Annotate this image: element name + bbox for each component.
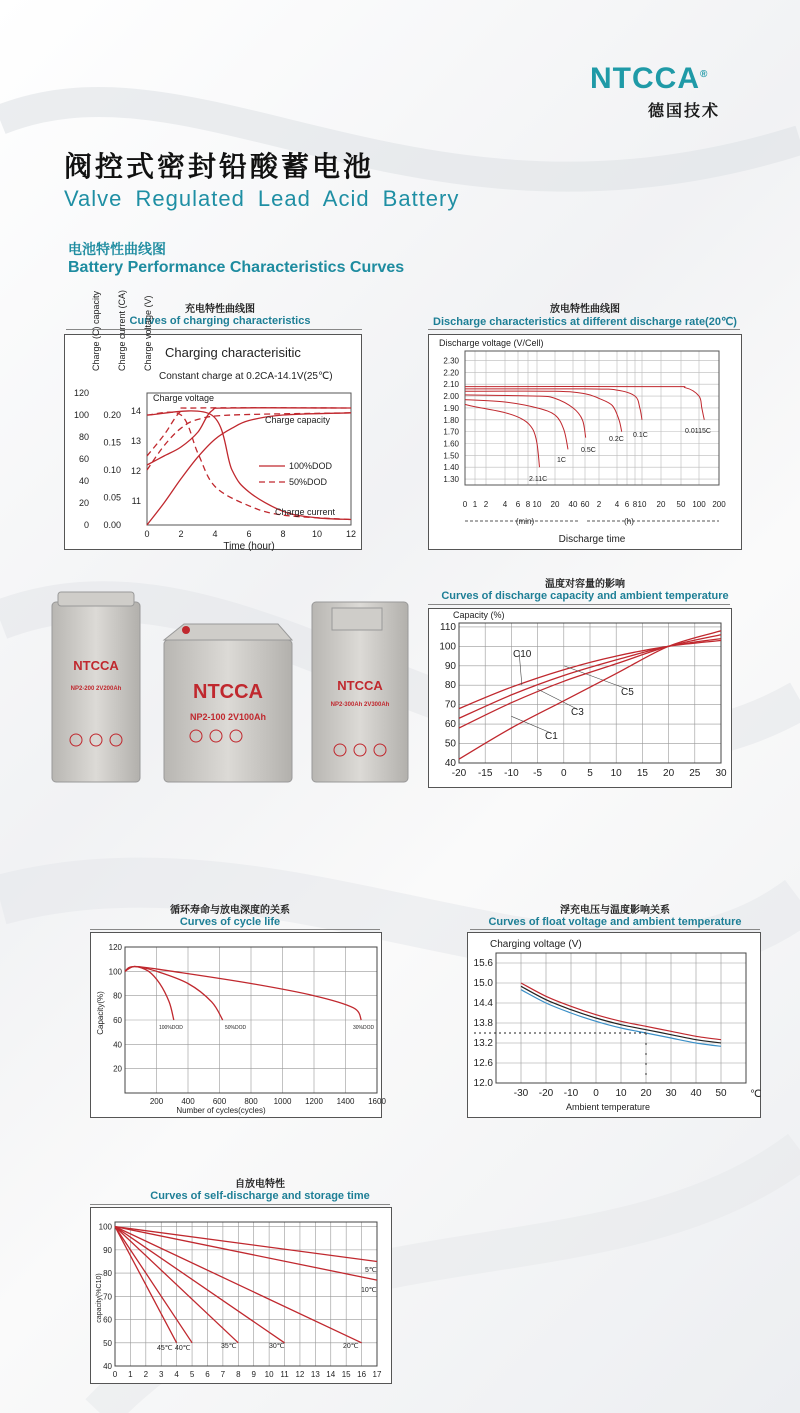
self-ytick: 80	[103, 1269, 112, 1279]
self-xtick: 10	[264, 1370, 274, 1379]
cycle-ytick: 20	[113, 1064, 122, 1074]
charge-label-current: Charge current	[275, 507, 336, 517]
temp-xtick: 5	[587, 768, 593, 779]
discharge-xtick-min: 60	[580, 500, 590, 509]
temp-capacity-caption-en: Curves of discharge capacity and ambient temperature	[441, 590, 729, 602]
discharge-series-label: 0.1C	[633, 432, 648, 439]
cycle-ytick: 80	[113, 991, 122, 1001]
charge-current-tick: 0.05	[103, 492, 121, 503]
temp-capacity-caption	[420, 575, 750, 602]
self-series-label: 5℃	[365, 1267, 377, 1274]
charge-capacity-tick: 0	[83, 520, 89, 530]
charge-caption-en: Curves of charging characteristics	[129, 315, 311, 327]
discharge-ytick: 1.50	[443, 451, 459, 461]
temp-ytick: 100	[439, 641, 456, 653]
charge-axis-label-capacity: Charge (C) capacity	[91, 290, 101, 371]
discharge-ytick: 1.30	[443, 475, 459, 485]
cycle-xtick: 200	[149, 1097, 164, 1106]
charge-xtick: 2	[178, 529, 184, 539]
self-xtick: 16	[357, 1370, 367, 1379]
self-series-line	[115, 1227, 192, 1343]
cycle-series-label: 30%DOD	[353, 1025, 375, 1031]
temp-xtick: -20	[451, 768, 467, 779]
float-xtick: -10	[563, 1088, 579, 1099]
temp-xtick: 30	[715, 768, 727, 779]
charge-caption	[100, 300, 340, 327]
section-title-en: Battery Performance Characteristics Curves	[68, 259, 405, 276]
self-series-label: 20℃	[343, 1343, 359, 1350]
battery-left-model: NP2-200 2V200Ah	[70, 686, 122, 692]
float-voltage-caption-en: Curves of float voltage and ambient temperature	[488, 916, 742, 928]
cycle-series-line	[125, 967, 223, 1021]
discharge-caption-en: Discharge characteristics at different discharge rate(20℃)	[433, 316, 737, 328]
float-xtick: 30	[665, 1088, 677, 1099]
discharge-series-line	[465, 391, 622, 431]
battery-images	[46, 590, 416, 790]
cycle-life-caption-en: Curves of cycle life	[179, 916, 281, 928]
legend-100dod: 100%DOD	[289, 461, 333, 471]
temp-ytick: 90	[444, 660, 456, 672]
float-ytick: 12.6	[473, 1058, 493, 1069]
self-xtick: 4	[174, 1370, 179, 1379]
self-ytick: 60	[103, 1315, 112, 1325]
discharge-series-line	[465, 404, 540, 467]
float-xtick: 40	[690, 1088, 702, 1099]
float-xtick: 50	[715, 1088, 727, 1099]
brand-tagline: 德国技术	[648, 101, 721, 120]
temp-xtick: -10	[504, 768, 519, 779]
charge-xlabel: Time (hour)	[223, 541, 275, 552]
self-xtick: 11	[280, 1370, 289, 1379]
legend-50dod: 50%DOD	[289, 477, 328, 487]
charge-xtick: 0	[144, 529, 150, 539]
self-xtick: 1	[128, 1370, 133, 1379]
discharge-xtick-min: 4	[502, 500, 508, 509]
cycle-xtick: 400	[181, 1097, 195, 1106]
temp-ytick: 40	[444, 758, 456, 769]
registered-mark: ®	[700, 69, 709, 80]
cycle-ytick: 100	[108, 967, 122, 977]
float-ytick: 15.0	[473, 978, 493, 989]
cycle-xtick: 1200	[305, 1097, 323, 1106]
temp-ytick: 110	[440, 621, 456, 633]
charge-current-tick: 0.20	[103, 410, 121, 420]
temp-series-label: C10	[513, 649, 532, 660]
cycle-life-chart	[90, 932, 386, 1118]
battery-left-logo: NTCCA	[73, 658, 119, 673]
cycle-xtick: 800	[244, 1097, 258, 1106]
charge-capacity-tick: 80	[78, 432, 89, 442]
discharge-chart	[428, 334, 742, 550]
temp-series-label: C5	[621, 687, 634, 698]
cycle-ytick: 120	[108, 943, 122, 952]
temp-xtick: 25	[689, 768, 701, 779]
charge-capacity-tick: 100	[73, 410, 89, 420]
self-xtick: 9	[251, 1370, 256, 1379]
self-ytick: 100	[98, 1222, 112, 1232]
float-voltage-chart	[467, 932, 761, 1118]
discharge-caption-cn: 放电特性曲线图	[550, 304, 620, 315]
charge-axis-label-voltage: Charge voltage (V)	[143, 295, 153, 371]
charge-chart-subtitle: Constant charge at 0.2CA-14.1V(25℃)	[159, 371, 333, 382]
self-discharge-caption	[110, 1175, 410, 1202]
discharge-series-label: 2.11C	[529, 476, 548, 483]
self-series-label: 45℃	[157, 1345, 173, 1352]
cycle-life-caption	[100, 901, 360, 928]
float-xtick: 20	[640, 1088, 652, 1099]
temp-ytick: 70	[444, 699, 456, 711]
discharge-xtick-h: 50	[676, 500, 686, 509]
float-ytick: 12.0	[473, 1078, 493, 1089]
self-xtick: 8	[236, 1370, 241, 1379]
discharge-xtick-h: 8	[632, 500, 638, 509]
self-xtick: 5	[189, 1370, 195, 1379]
discharge-xtick-h: 2	[596, 500, 602, 509]
discharge-xtick-h: 10	[637, 500, 647, 509]
cycle-xtick: 1000	[273, 1097, 292, 1106]
section-title-cn: 电池特性曲线图	[68, 242, 166, 258]
page-title-cn: 阀控式密封铅酸蓄电池	[64, 150, 375, 183]
self-xtick: 12	[295, 1370, 305, 1379]
brand-name: NTCCA	[590, 62, 700, 95]
charge-current-tick: 0.15	[103, 437, 121, 448]
discharge-ytick: 1.70	[443, 427, 459, 437]
self-series-label: 35℃	[221, 1343, 237, 1350]
self-discharge-chart	[90, 1207, 392, 1384]
cycle-ylabel: Capacity(%)	[96, 991, 105, 1035]
discharge-ytick: 2.00	[443, 392, 459, 402]
self-ytick: 90	[103, 1245, 112, 1255]
discharge-xtick-min: 2	[483, 500, 489, 509]
discharge-ytick: 1.90	[443, 403, 459, 413]
battery-left	[52, 592, 140, 782]
discharge-xtick-min: 8	[525, 500, 531, 509]
discharge-xtick-h: 100	[692, 500, 706, 509]
self-xtick: 15	[341, 1370, 351, 1379]
discharge-ytick: 1.60	[443, 439, 459, 449]
temp-capacity-caption-cn: 温度对容量的影响	[545, 579, 625, 590]
discharge-series-label: 0.2C	[609, 436, 624, 443]
self-ytick: 50	[103, 1338, 112, 1348]
charge-capacity-tick: 20	[78, 498, 89, 508]
discharge-xtick-h: 6	[624, 500, 630, 509]
discharge-series-label: 1C	[557, 457, 566, 464]
discharge-xtick-h: 200	[712, 500, 726, 509]
charge-xtick: 8	[280, 529, 286, 539]
self-series-label: 30℃	[269, 1343, 285, 1350]
self-series-label: 10℃	[361, 1287, 377, 1294]
float-xunit: ℃	[750, 1089, 762, 1100]
temp-xtick: 20	[663, 768, 675, 779]
temp-ylabel: Capacity (%)	[453, 610, 505, 620]
temp-series-label: C3	[571, 707, 584, 718]
temp-capacity-chart	[428, 608, 732, 788]
discharge-series-line	[465, 395, 586, 438]
cycle-series-label: 50%DOD	[225, 1025, 247, 1031]
self-xtick: 13	[310, 1370, 320, 1379]
charge-voltage-tick: 11	[131, 496, 141, 506]
charge-xtick: 6	[246, 529, 252, 539]
discharge-ytick: 2.30	[443, 356, 459, 366]
discharge-xtick-min: 6	[515, 500, 521, 509]
discharge-caption	[420, 300, 750, 328]
discharge-ytick: 1.80	[443, 415, 459, 425]
float-voltage-caption-cn: 浮充电压与温度影响关系	[560, 905, 670, 916]
discharge-ytick: 1.40	[443, 463, 459, 473]
cycle-xtick: 1400	[336, 1097, 355, 1106]
float-ytick: 13.2	[473, 1038, 493, 1049]
self-xtick: 14	[326, 1370, 336, 1379]
self-series-label: 40℃	[175, 1345, 191, 1352]
temp-xtick: -5	[533, 768, 543, 779]
charge-axis-label-current: Charge current (CA)	[117, 289, 127, 371]
temp-ytick: 80	[444, 680, 456, 692]
charge-capacity-tick: 40	[78, 476, 89, 486]
self-ytick: 70	[103, 1292, 112, 1302]
cycle-xtick: 1600	[368, 1097, 386, 1106]
discharge-ytick: 2.10	[443, 380, 459, 390]
charge-capacity-tick: 120	[73, 388, 89, 398]
discharge-series-line	[465, 389, 642, 420]
float-xtick: 0	[593, 1088, 599, 1099]
self-discharge-caption-en: Curves of self-discharge and storage time	[150, 1190, 370, 1202]
float-xtick: -20	[538, 1088, 554, 1099]
discharge-xtick-min: 20	[550, 500, 560, 509]
cycle-xlabel: Number of cycles(cycles)	[176, 1106, 266, 1115]
charge-label-voltage: Charge voltage	[153, 393, 215, 403]
temp-xtick: 10	[610, 768, 622, 779]
float-voltage-caption	[470, 901, 760, 928]
cycle-series-label: 100%DOD	[159, 1025, 183, 1031]
self-xtick: 7	[220, 1370, 226, 1379]
self-xtick: 2	[143, 1370, 149, 1379]
temp-xtick: 0	[561, 768, 567, 779]
self-series-line	[115, 1227, 377, 1262]
temp-ytick: 60	[444, 719, 456, 731]
charge-voltage-tick: 13	[130, 436, 141, 446]
cycle-xtick: 600	[212, 1097, 227, 1106]
self-xtick: 6	[205, 1370, 210, 1379]
discharge-ylabel: Discharge voltage (V/Cell)	[439, 338, 544, 348]
battery-center	[164, 624, 292, 782]
charge-xtick: 12	[345, 529, 357, 539]
temp-xtick: -15	[477, 768, 493, 779]
page-title-en: Valve Regulated Lead Acid Battery	[64, 186, 460, 211]
temp-ytick: 50	[444, 738, 456, 750]
discharge-xtick-min: 0	[462, 500, 468, 509]
cycle-ytick: 60	[113, 1016, 122, 1025]
float-ytick: 15.6	[473, 958, 493, 969]
charge-chart-title: Charging characterisitic	[165, 345, 301, 360]
battery-center-model: NP2-100 2V100Ah	[189, 712, 267, 722]
charge-xtick: 4	[212, 529, 218, 539]
discharge-xtick-h: 4	[614, 500, 620, 509]
float-ylabel: Charging voltage (V)	[490, 939, 582, 950]
self-ylabel: capacity(%C10)	[96, 1273, 103, 1323]
charge-voltage-tick: 14	[130, 406, 141, 416]
self-xtick: 3	[159, 1370, 164, 1379]
discharge-xtick-min: 1	[472, 500, 478, 509]
discharge-xtick-min: 10	[532, 500, 542, 509]
temp-xtick: 15	[636, 768, 648, 779]
self-discharge-caption-cn: 自放电特性	[235, 1179, 285, 1190]
discharge-unit-h: (h)	[624, 517, 634, 526]
discharge-series-label: 0.5C	[581, 447, 596, 454]
float-ytick: 14.4	[473, 998, 493, 1009]
battery-right-model: NP2-300Ah 2V300Ah	[330, 702, 390, 708]
brand-logo	[590, 62, 708, 96]
discharge-xlabel: Discharge time	[558, 534, 626, 545]
charge-current-tick: 0.10	[103, 465, 121, 475]
discharge-xtick-min: 40	[568, 500, 578, 509]
float-xlabel: Ambient temperature	[565, 1102, 651, 1112]
discharge-series-line	[465, 400, 568, 450]
float-xtick: 10	[615, 1088, 627, 1099]
discharge-unit-min: (min)	[515, 517, 535, 526]
cycle-series-line	[125, 967, 361, 1021]
charge-label-capacity: Charge capacity	[265, 415, 331, 425]
charge-capacity-tick: 60	[78, 454, 89, 464]
self-ytick: 40	[103, 1362, 112, 1371]
charge-current-tick: 0.00	[103, 520, 121, 530]
temp-series-label: C1	[545, 731, 558, 742]
discharge-xtick-h: 20	[656, 500, 666, 509]
charge-voltage-tick: 12	[130, 466, 141, 476]
cycle-ytick: 40	[113, 1040, 122, 1050]
self-xtick: 0	[112, 1370, 118, 1379]
battery-right	[312, 602, 408, 782]
discharge-series-label: 0.0115C	[685, 428, 711, 435]
self-xtick: 17	[372, 1370, 382, 1379]
charge-caption-cn: 充电特性曲线图	[185, 304, 255, 315]
cycle-life-caption-cn: 循环寿命与放电深度的关系	[170, 905, 290, 916]
battery-center-logo: NTCCA	[193, 681, 263, 703]
charge-xtick: 10	[311, 529, 323, 539]
float-ytick: 13.8	[473, 1018, 493, 1029]
battery-right-logo: NTCCA	[337, 678, 383, 693]
float-xtick: -30	[513, 1088, 529, 1099]
discharge-ytick: 2.20	[443, 368, 459, 378]
